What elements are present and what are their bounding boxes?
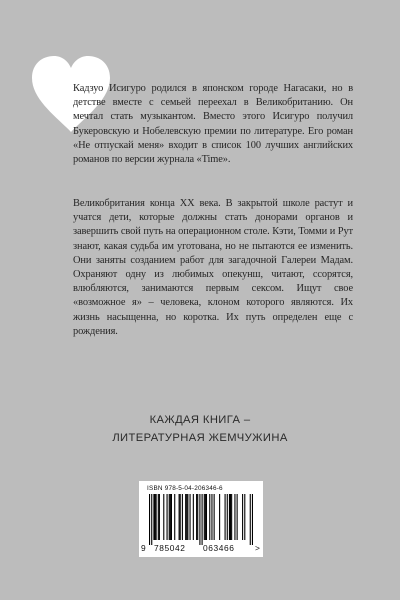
barcode-bar	[230, 494, 231, 540]
barcode-bar	[205, 494, 206, 540]
barcode-bar	[229, 494, 230, 540]
barcode-bar	[211, 494, 212, 540]
barcode-bar	[244, 494, 245, 540]
barcode-bar	[196, 494, 197, 540]
barcode-bar	[231, 494, 232, 540]
barcode-bar	[174, 494, 175, 540]
barcode-bar	[153, 494, 154, 540]
barcode-bar	[158, 494, 159, 540]
barcode-guard-bar	[252, 494, 253, 545]
barcode-bar	[187, 494, 188, 540]
barcode-bar	[180, 494, 181, 540]
barcode-bar	[237, 494, 238, 540]
barcode-guard-bar	[199, 494, 200, 545]
barcode-bar	[167, 494, 168, 540]
barcode-bar	[242, 494, 243, 540]
barcode-guard-bar	[250, 494, 251, 545]
slogan-line-2: ЛИТЕРАТУРНАЯ ЖЕМЧУЖИНА	[112, 432, 288, 444]
series-slogan	[0, 411, 400, 447]
barcode-guard-bar	[151, 494, 152, 545]
author-bio: Кадзуо Исигуро родился в японском городе Нагасаки, но в детстве вместе с семьей переехал в Великобританию. Он мечтал стать музыкантом. Вместо этого Исигуро получил Букеровскую и Нобелевскую премии по литературе. Его роман «Не отпускай меня» входит в список 100 лучших английских романов по версии журнала «Time».	[73, 83, 353, 166]
barcode-bar	[179, 494, 180, 540]
barcode-bar	[193, 494, 194, 540]
barcode-bar	[170, 494, 171, 540]
isbn-number: ISBN 978-5-04-206346-6	[147, 485, 223, 492]
book-synopsis: Великобритания конца XX века. В закрытой школе растут и учатся дети, которые должны стать донорами органов и завершить свой путь на операционном столе. Кэти, Томми и Рут знают, какая судьба им уготована, но не пытаются ее изменить. Они заняты созданием работ для загадочной Галереи Мадам. Охраняют одну из любимых опекунш, читают, ссорятся, влюбляются, занимаются первым сексом. Ищут свое «возможное я» – человека, клоном которого являются. Их жизнь насыщенна, но коротка. Их путь определен еще с рождения.	[73, 198, 353, 337]
barcode-guard-bar	[202, 494, 203, 545]
barcode-bar	[156, 494, 157, 540]
slogan-line-1: КАЖДАЯ КНИГА –	[149, 414, 251, 426]
barcode-bar	[219, 494, 220, 540]
barcode-guard-bar	[149, 494, 150, 545]
barcode-bars	[149, 494, 253, 545]
barcode-bar	[159, 494, 160, 540]
barcode-bar	[204, 494, 205, 540]
barcode-bar	[209, 494, 210, 540]
barcode-bar	[190, 494, 191, 540]
barcode-bar	[225, 494, 226, 540]
isbn-barcode	[139, 481, 263, 557]
barcode-bar	[171, 494, 172, 540]
barcode-bar	[154, 494, 155, 540]
barcode-bar	[163, 494, 164, 540]
barcode-bar	[185, 494, 186, 540]
barcode-bar	[182, 494, 183, 540]
barcode-quiet-zone-mark: >	[255, 543, 261, 553]
barcode-bar	[214, 494, 215, 540]
barcode-bar	[234, 494, 235, 540]
barcode-bar	[186, 494, 187, 540]
barcode-bar	[169, 494, 170, 540]
barcode-digit-lead: 9	[141, 543, 147, 553]
barcode-bar	[206, 494, 207, 540]
barcode-digits-right: 063466	[203, 543, 235, 553]
barcode-digits-left: 785042	[154, 543, 186, 553]
barcode-bar	[197, 494, 198, 540]
barcode-bar	[227, 494, 228, 540]
